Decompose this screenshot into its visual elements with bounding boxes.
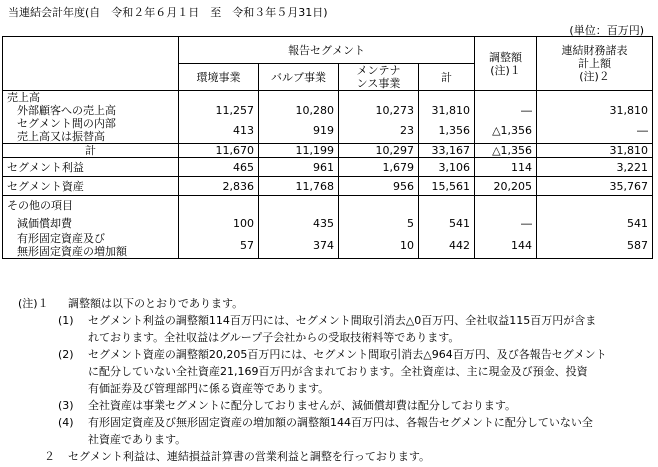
- header-row-1: [3, 37, 653, 64]
- row-label: 有形固定資産及び 無形固定資産の増加額: [3, 232, 179, 259]
- note-item: (1) セグメント利益の調整額114百万円には、セグメント間取引消去△0百万円、全社収益115百万円が含ま れております。全社収益はグループ子会社からの受取技術料等であります。: [58, 314, 597, 344]
- adjust-header: 調整額 (注)１: [475, 37, 537, 91]
- row-label: その他の項目: [3, 196, 179, 215]
- table-row: 計 11,670 11,199 10,297 33,167 △1,356 31,810: [3, 144, 653, 158]
- note-1: (注)１ 調整額は以下のとおりであります。: [18, 297, 244, 310]
- row-label: 計: [3, 144, 179, 158]
- table-row: セグメント資産 2,836 11,768 956 15,561 20,205 35,767: [3, 177, 653, 196]
- col-total: 計: [419, 64, 475, 91]
- col-environment: 環境事業: [179, 64, 259, 91]
- table-row: セグメント利益 465 961 1,679 3,106 114 3,221: [3, 158, 653, 177]
- row-label: セグメント利益: [3, 158, 179, 177]
- row-label: 売上高: [3, 91, 179, 105]
- col-valve: バルブ事業: [259, 64, 339, 91]
- table-row: 有形固定資産及び 無形固定資産の増加額 57 374 10 442 144 587: [3, 232, 653, 259]
- table-row: 外部顧客への売上高 11,257 10,280 10,273 31,810 ― 31,810: [3, 104, 653, 117]
- unit-label: (単位：百万円): [569, 24, 644, 37]
- table-row: 減価償却費 100 435 5 541 ― 541: [3, 214, 653, 232]
- table-row: セグメント間の内部 売上高又は振替高 413 919 23 1,356 △1,356 ―: [3, 117, 653, 144]
- table-row: [3, 91, 653, 105]
- col-maintenance: メンテナ ンス事業: [339, 64, 419, 91]
- footnotes: [18, 295, 650, 465]
- fiscal-period: 当連結会計年度(自 令和２年６月１日 至 令和３年５月31日): [8, 6, 328, 19]
- segment-table: [2, 36, 653, 259]
- note-2: ２ セグメント利益は、連結損益計算書の営業利益と調整を行っております。: [44, 450, 431, 463]
- note-item: (4) 有形固定資産及び無形固定資産の増加額の調整額144百万円は、各報告セグメントに配分していない全 社資産であります。: [58, 416, 593, 446]
- note-item: (3) 全社資産は事業セグメントに配分しておりませんが、減価償却費は配分しております。: [58, 399, 517, 412]
- row-label: 減価償却費: [3, 214, 179, 232]
- reportable-segment-header: 報告セグメント: [179, 37, 475, 64]
- note-item: (2) セグメント資産の調整額20,205百万円には、セグメント間取引消去△964百万円、及び各報告セグメント に配分していない全社資産21,169百万円が含まれております。全社資産は、主に現金及び預金、投資 有価証券及び管理部門に係る資産等であります。: [58, 348, 607, 395]
- row-label: 外部顧客への売上高: [3, 104, 179, 117]
- row-label: セグメント資産: [3, 177, 179, 196]
- consolidated-header: 連結財務諸表 計上額 (注)２: [537, 37, 653, 91]
- row-label: セグメント間の内部 売上高又は振替高: [3, 117, 179, 144]
- table-row: [3, 196, 653, 215]
